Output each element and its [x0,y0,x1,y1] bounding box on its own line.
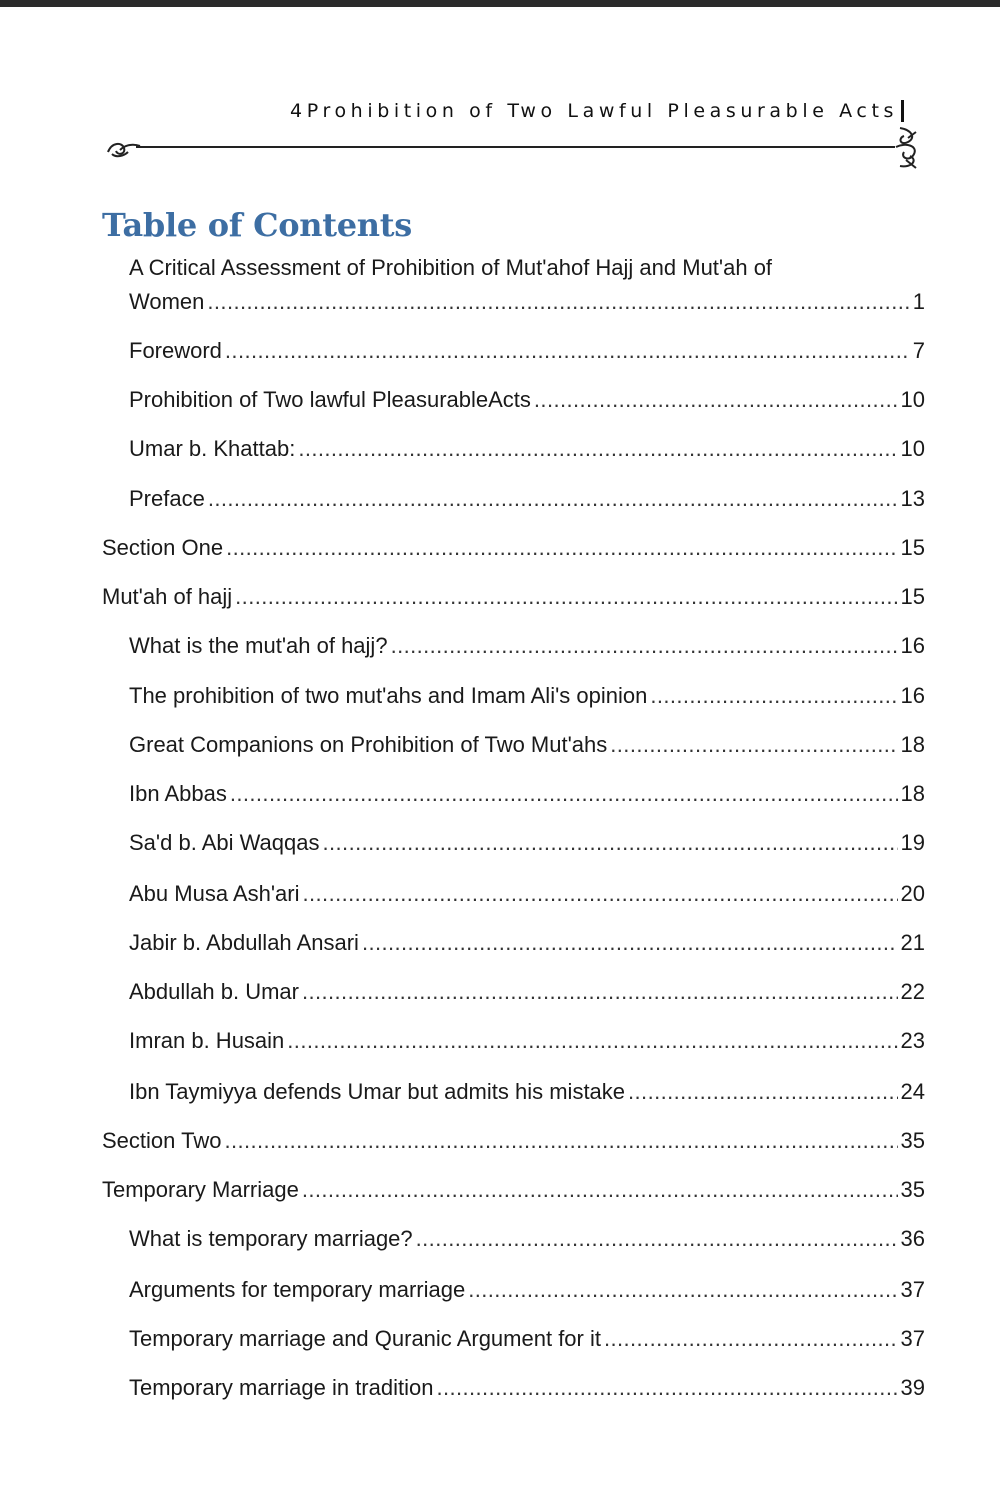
toc-entry-label: Imran b. Husain [129,1028,285,1053]
toc-entry-label: The prohibition of two mut'ahs and Imam Ali's opinion [129,683,648,708]
toc-dot-leader [391,627,898,665]
toc-entry-page-number: 23 [900,1028,925,1053]
toc-entry[interactable] [129,381,925,419]
toc-title: Table of Contents [102,206,412,244]
toc-entry-page-number: 18 [900,732,925,757]
toc-dot-leader [226,529,897,567]
toc-entry-label: Ibn Taymiyya defends Umar but admits his mistake [129,1079,626,1104]
toc-entry-page-number: 24 [900,1079,925,1104]
toc-entry-page-number: 35 [900,1128,925,1153]
toc-entry[interactable] [129,1369,925,1407]
toc-dot-leader [468,1271,897,1309]
toc-dot-leader [362,924,898,962]
toc-dot-leader [235,578,897,616]
toc-entry[interactable] [129,332,925,370]
toc-entry-label: Section Two [102,1128,222,1153]
toc-entry-page-number: 39 [900,1375,925,1400]
toc-entry[interactable] [102,578,925,616]
toc-dot-leader [303,875,898,913]
toc-entry[interactable] [129,775,925,813]
toc-dot-leader [208,480,898,518]
toc-dot-leader [225,332,910,370]
toc-dot-leader [287,1022,897,1060]
toc-entry-page-number: 16 [900,633,925,658]
running-head: 4Prohibition of Two Lawful Pleasurable Acts [290,100,898,122]
toc-entry-label: Preface [129,486,205,511]
toc-entry-page-number: 19 [900,830,925,855]
toc-dot-leader [302,973,898,1011]
toc-entry-label: Prohibition of Two lawful PleasurableActs [129,387,531,412]
toc-dot-leader [230,775,898,813]
toc-entry-label: Sa'd b. Abi Waqqas [129,830,320,855]
toc-entry[interactable] [129,875,925,913]
toc-entry[interactable] [129,1220,925,1258]
page-header [100,96,920,176]
toc-entry[interactable] [129,973,925,1011]
toc-entry[interactable] [129,924,925,962]
toc-entry-page-number: 18 [900,781,925,806]
toc-entry-label: What is temporary marriage? [129,1226,413,1251]
right-flourish-icon [896,128,916,168]
toc-entry-first-line[interactable]: A Critical Assessment of Prohibition of Mut'ahof Hajj and Mut'ah of [129,255,773,280]
ornamental-rule [100,124,920,174]
toc-entry-page-number: 22 [900,979,925,1004]
toc-entry-label: Great Companions on Prohibition of Two Mut'ahs [129,732,608,757]
toc-entry[interactable] [129,1073,925,1111]
toc-entry-label: Abdullah b. Umar [129,979,299,1004]
toc-dot-leader [610,726,897,764]
running-head-bar [901,100,904,122]
toc-entry-page-number: 36 [900,1226,925,1251]
toc-dot-leader [302,1171,898,1209]
toc-entry-label: Ibn Abbas [129,781,227,806]
toc-entry-label: What is the mut'ah of hajj? [129,633,388,658]
toc-entry-label: Women [129,289,205,314]
left-flourish-icon [108,144,140,156]
toc-entry-label: Temporary Marriage [102,1177,299,1202]
toc-entry[interactable] [129,430,925,468]
toc-entry[interactable] [129,824,925,862]
toc-entry-page-number: 1 [912,289,925,314]
toc-entry[interactable] [129,283,925,321]
toc-entry-label: Abu Musa Ash'ari [129,881,300,906]
toc-entry-label: Foreword [129,338,222,363]
toc-dot-leader [604,1320,898,1358]
toc-entry-page-number: 10 [900,436,925,461]
toc-dot-leader [207,283,909,321]
toc-entry-label: Mut'ah of hajj [102,584,233,609]
toc-entry-label: Section One [102,535,224,560]
toc-dot-leader [224,1122,897,1160]
toc-dot-leader [298,430,897,468]
toc-entry-label: Umar b. Khattab: [129,436,296,461]
viewer-top-border [0,0,1000,7]
toc-entry[interactable] [129,677,925,715]
toc-entry-page-number: 35 [900,1177,925,1202]
toc-entry-page-number: 7 [912,338,925,363]
toc-entry-label: Jabir b. Abdullah Ansari [129,930,359,955]
toc-entry-label: Arguments for temporary marriage [129,1277,466,1302]
toc-entry-page-number: 37 [900,1326,925,1351]
toc-dot-leader [416,1220,898,1258]
toc-entry-page-number: 20 [900,881,925,906]
toc-entry[interactable] [102,1122,925,1160]
toc-entry-label: Temporary marriage in tradition [129,1375,434,1400]
toc-entry[interactable] [129,1271,925,1309]
toc-entry-label: Temporary marriage and Quranic Argument for it [129,1326,601,1351]
toc-dot-leader [650,677,897,715]
toc-entry[interactable] [129,480,925,518]
toc-entry[interactable] [102,1171,925,1209]
toc-dot-leader [628,1073,897,1111]
toc-dot-leader [323,824,898,862]
toc-entry-page-number: 10 [900,387,925,412]
toc-entry-page-number: 13 [900,486,925,511]
toc-entry[interactable] [129,1022,925,1060]
toc-entry-page-number: 15 [900,584,925,609]
toc-entry-page-number: 37 [900,1277,925,1302]
toc-entry[interactable] [102,529,925,567]
toc-entry-page-number: 15 [900,535,925,560]
toc-entry[interactable] [129,627,925,665]
toc-entry-page-number: 21 [900,930,925,955]
toc-dot-leader [534,381,898,419]
toc-dot-leader [436,1369,897,1407]
toc-entry-page-number: 16 [900,683,925,708]
toc-entry[interactable] [129,1320,925,1358]
toc-entry[interactable] [129,726,925,764]
